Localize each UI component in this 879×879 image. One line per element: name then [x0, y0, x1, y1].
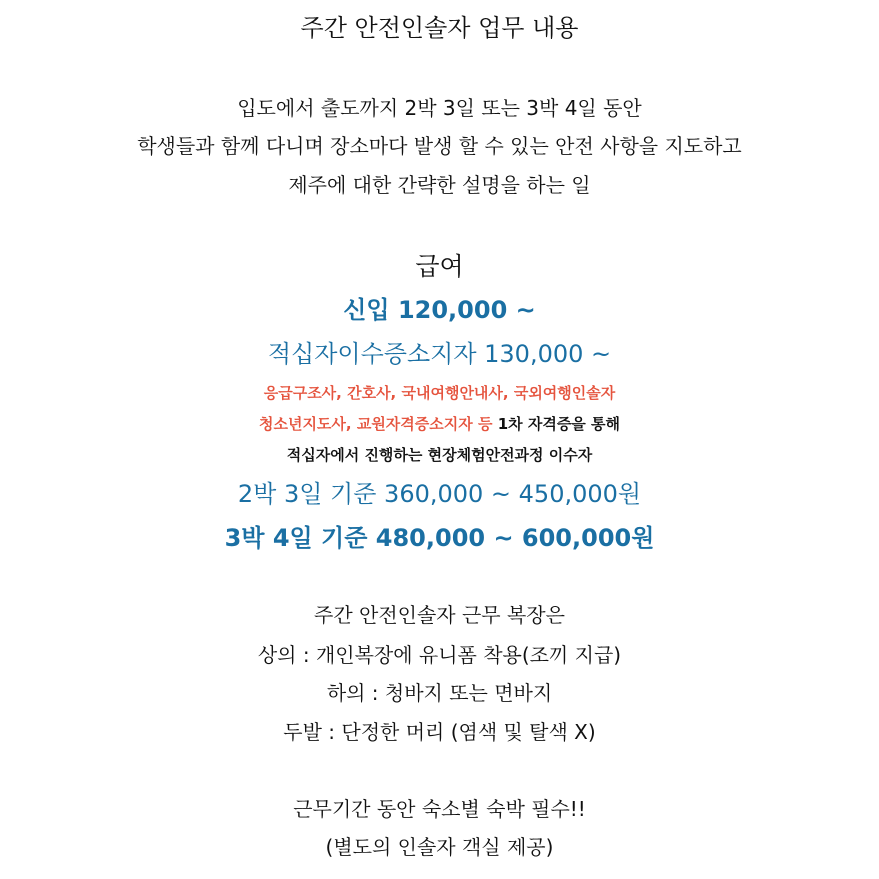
certifications-list: 청소년지도사, 교원자격증소지자 등 [258, 415, 493, 433]
page-title: 주간 안전인솔자 업무 내용 [300, 14, 579, 42]
salary-red-cross: 적십자이수증소지자 130,000 ~ [267, 340, 612, 368]
dress-heading: 주간 안전인솔자 근무 복장은 [314, 603, 565, 627]
certifications-line-3: 적십자에서 진행하는 현장체험안전과정 이수자 [286, 446, 593, 464]
salary-2n3d: 2박 3일 기준 360,000 ~ 450,000원 [237, 480, 642, 508]
dress-hair: 두발 : 단정한 머리 (염색 및 탈색 X) [283, 720, 596, 744]
salary-new-hire: 신입 120,000 ~ [343, 296, 536, 324]
dress-top: 상의 : 개인복장에 유니폼 착용(조끼 지급) [257, 643, 622, 667]
certifications-line-2 [0, 415, 879, 433]
description-line-1: 입도에서 출도까지 2박 3일 또는 3박 4일 동안 [237, 96, 642, 120]
description-line-2: 학생들과 함께 다니며 장소마다 발생 할 수 있는 안전 사항을 지도하고 [137, 134, 742, 158]
description-line-3: 제주에 대한 간략한 설명을 하는 일 [288, 173, 591, 197]
dress-bottom: 하의 : 청바지 또는 면바지 [326, 681, 553, 705]
stay-room-note: (별도의 인솔자 객실 제공) [325, 835, 554, 859]
stay-notice: 근무기간 동안 숙소별 숙박 필수!! [293, 797, 586, 821]
salary-heading: 급여 [415, 252, 464, 281]
certifications-note: 1차 자격증을 통해 [492, 415, 621, 433]
certifications-line-1: 응급구조사, 간호사, 국내여행안내사, 국외여행인솔자 [263, 384, 616, 402]
salary-3n4d: 3박 4일 기준 480,000 ~ 600,000원 [224, 524, 655, 552]
